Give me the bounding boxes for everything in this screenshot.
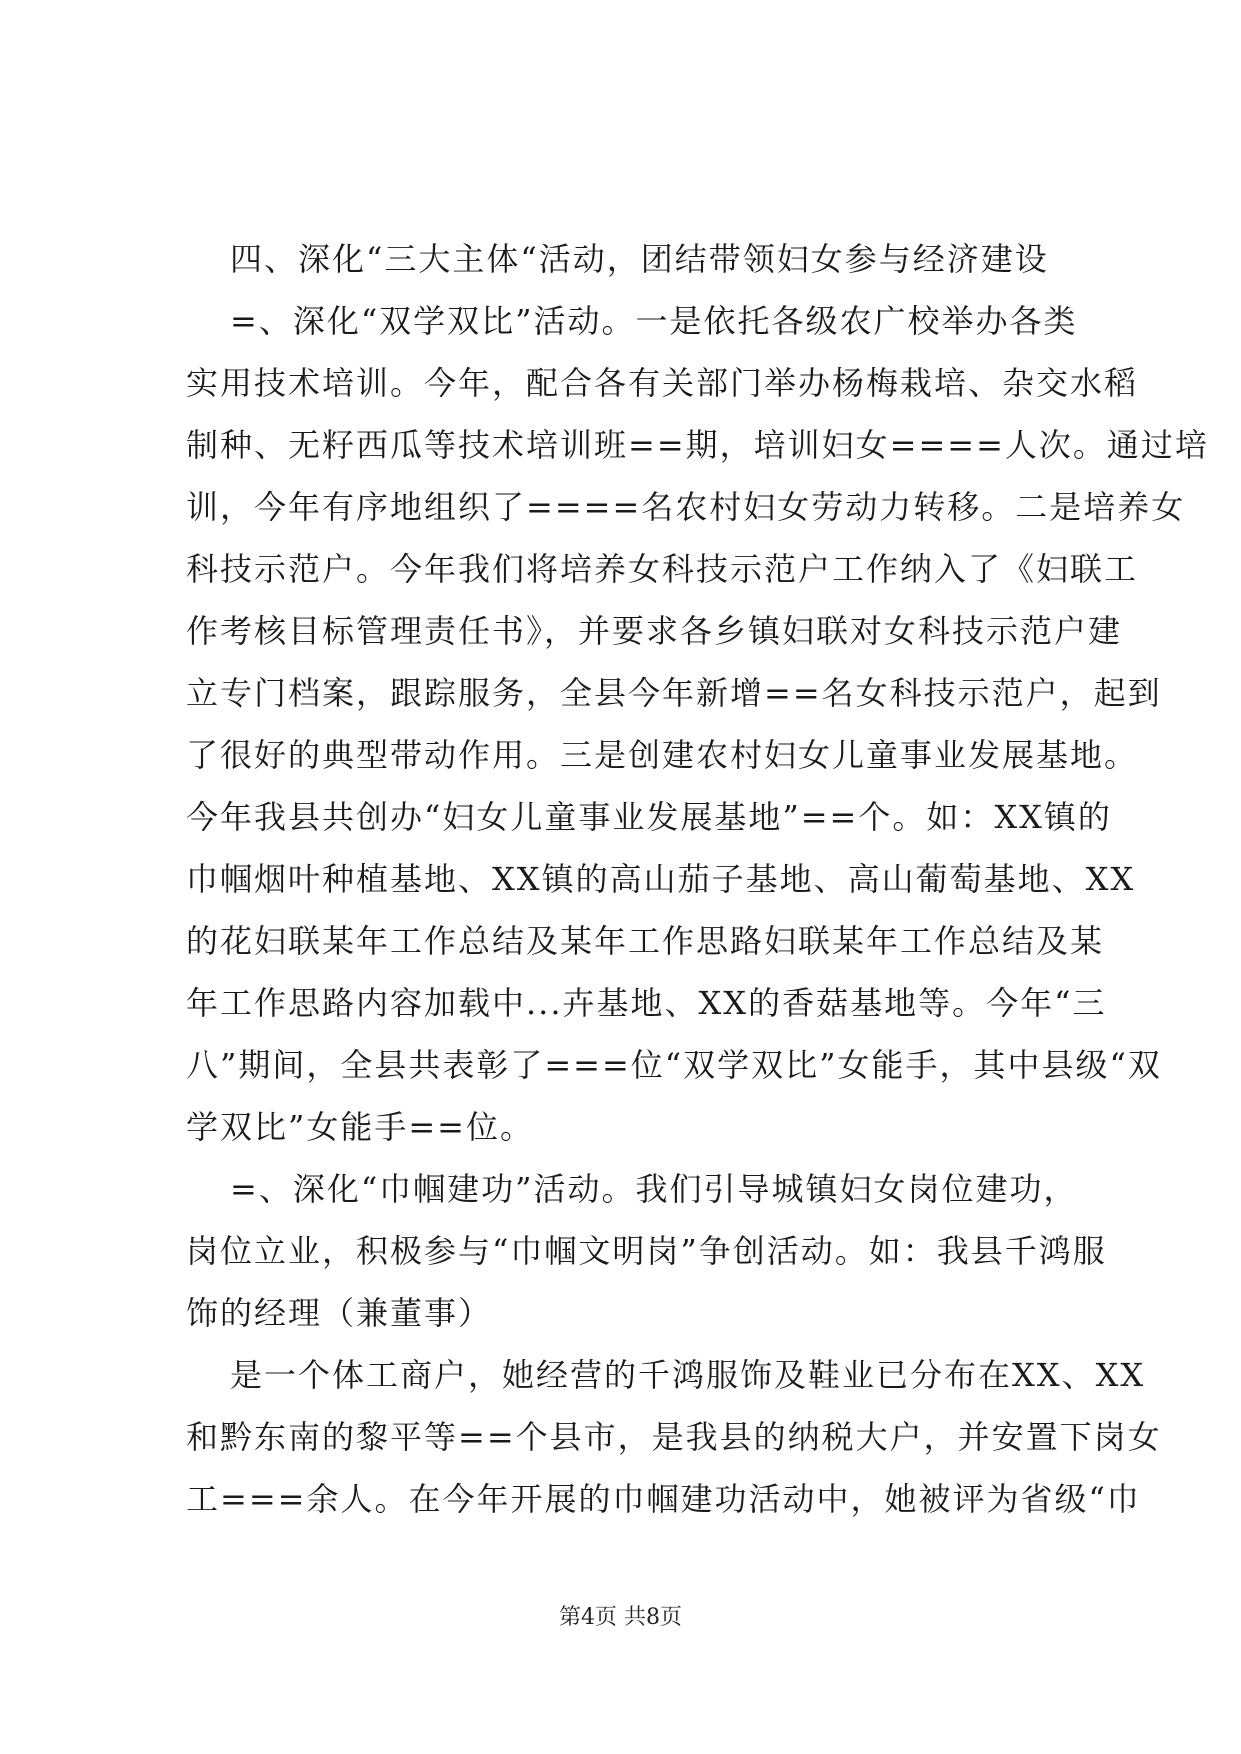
paragraph-line: 学双比”女能手==位。: [186, 1108, 534, 1146]
paragraph-line: 八”期间，全县共表彰了===位“双学双比”女能手，其中县级“双: [186, 1046, 1162, 1084]
document-body: [186, 228, 1209, 1530]
paragraph-line: =、深化“巾帼建功”活动。我们引导城镇妇女岗位建功，: [230, 1170, 1078, 1208]
paragraph-line: 立专门档案，跟踪服务，全县今年新增==名女科技示范户，起到: [186, 674, 1162, 712]
paragraph-line: =、深化“双学双比”活动。一是依托各级农广校举办各类: [230, 302, 1078, 340]
paragraph-line: 今年我县共创办“妇女儿童事业发展基地”==个。如：XX镇的: [186, 798, 1112, 836]
page-number-footer: 第4页 共8页: [559, 1605, 682, 1630]
paragraph-line: 岗位立业，积极参与“巾帼文明岗”争创活动。如：我县千鸿服: [186, 1232, 1107, 1270]
paragraph-line: 训，今年有序地组织了====名农村妇女劳动力转移。二是培养女: [186, 488, 1186, 526]
paragraph-line: 科技示范户。今年我们将培养女科技示范户工作纳入了《妇联工: [186, 550, 1139, 588]
paragraph-line: 工===余人。在今年开展的巾帼建功活动中，她被评为省级“巾: [186, 1480, 1141, 1518]
paragraph-line: 的花妇联某年工作总结及某年工作思路妇联某年工作总结及某: [186, 922, 1105, 960]
paragraph-line: 年工作思路内容加载中...卉基地、XX的香菇基地等。今年“三: [186, 984, 1107, 1022]
paragraph-line: 实用技术培训。今年，配合各有关部门举办杨梅栽培、杂交水稻: [186, 364, 1139, 402]
paragraph-line: 是一个体工商户，她经营的千鸿服饰及鞋业已分布在XX、XX: [230, 1356, 1146, 1394]
section-heading: 四、深化“三大主体“活动，团结带领妇女参与经济建设: [230, 240, 1049, 278]
paragraph-line: 了很好的典型带动作用。三是创建农村妇女儿童事业发展基地。: [186, 736, 1139, 774]
paragraph-line: 作考核目标管理责任书》，并要求各乡镇妇联对女科技示范户建: [186, 612, 1123, 650]
paragraph-line: 制种、无籽西瓜等技术培训班==期，培训妇女====人次。通过培: [186, 426, 1209, 464]
paragraph-line: 和黔东南的黎平等==个县市，是我县的纳税大户，并安置下岗女: [186, 1418, 1162, 1456]
paragraph-line: 饰的经理（兼董事）: [186, 1294, 493, 1332]
paragraph-line: 巾帼烟叶种植基地、XX镇的高山茄子基地、高山葡萄基地、XX: [186, 860, 1136, 898]
